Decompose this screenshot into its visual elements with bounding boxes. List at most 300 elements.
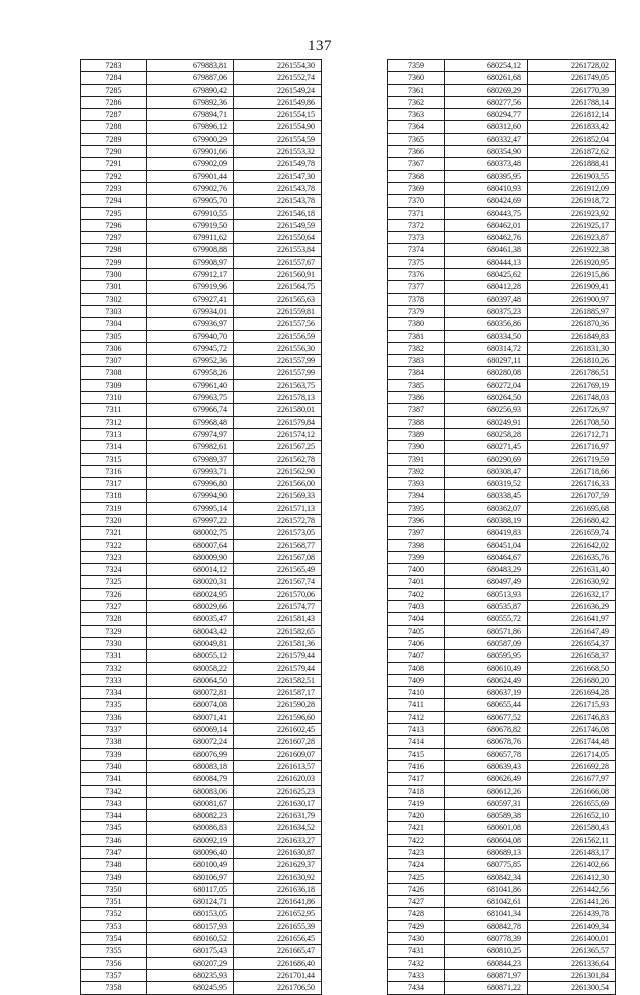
y-coordinate-cell: 680043,42 [147,625,234,637]
table-row [388,945,616,957]
y-coordinate-cell: 680106,97 [147,871,234,883]
y-coordinate-cell: 680483,29 [445,564,528,576]
x-coordinate-cell: 2261549,59 [234,219,322,231]
point-number-cell: 7296 [81,219,147,231]
point-number-cell: 7308 [81,367,147,379]
x-coordinate-cell: 2261786,51 [528,367,616,379]
x-coordinate-cell: 2261923,92 [528,207,616,219]
table-row [388,404,616,416]
point-number-cell: 7428 [388,908,445,920]
y-coordinate-cell: 679905,70 [147,195,234,207]
point-number-cell: 7316 [81,465,147,477]
x-coordinate-cell: 2261659,74 [528,527,616,539]
point-number-cell: 7397 [388,527,445,539]
x-coordinate-cell: 2261409,34 [528,920,616,932]
table-row [81,219,322,231]
point-number-cell: 7382 [388,342,445,354]
y-coordinate-cell: 680264,50 [445,392,528,404]
table-row [81,576,322,588]
y-coordinate-cell: 679996,80 [147,478,234,490]
point-number-cell: 7283 [81,60,147,72]
y-coordinate-cell: 680444,13 [445,256,528,268]
table-row [388,416,616,428]
x-coordinate-cell: 2261483,17 [528,847,616,859]
y-coordinate-cell: 680076,99 [147,748,234,760]
x-coordinate-cell: 2261554,30 [234,60,322,72]
y-coordinate-cell: 679958,26 [147,367,234,379]
x-coordinate-cell: 2261630,87 [234,847,322,859]
x-coordinate-cell: 2261630,92 [234,871,322,883]
x-coordinate-cell: 2261677,97 [528,773,616,785]
x-coordinate-cell: 2261300,54 [528,982,616,994]
x-coordinate-cell: 2261557,67 [234,256,322,268]
point-number-cell: 7321 [81,527,147,539]
y-coordinate-cell: 680410,93 [445,182,528,194]
table-row [388,982,616,994]
table-row [81,527,322,539]
x-coordinate-cell: 2261912,09 [528,182,616,194]
point-number-cell: 7413 [388,724,445,736]
table-row [81,847,322,859]
point-number-cell: 7409 [388,674,445,686]
table-row [388,478,616,490]
table-row [81,318,322,330]
point-number-cell: 7389 [388,428,445,440]
y-coordinate-cell: 679911,62 [147,232,234,244]
x-coordinate-cell: 2261596,60 [234,711,322,723]
x-coordinate-cell: 2261553,84 [234,244,322,256]
x-coordinate-cell: 2261579,44 [234,662,322,674]
table-row [81,465,322,477]
table-row [388,318,616,330]
table-row [81,883,322,895]
x-coordinate-cell: 2261849,83 [528,330,616,342]
y-coordinate-cell: 680689,13 [445,847,528,859]
x-coordinate-cell: 2261365,57 [528,945,616,957]
x-coordinate-cell: 2261549,78 [234,158,322,170]
y-coordinate-cell: 680009,90 [147,551,234,563]
point-number-cell: 7417 [388,773,445,785]
point-number-cell: 7349 [81,871,147,883]
point-number-cell: 7331 [81,650,147,662]
table-row [81,305,322,317]
table-row [81,244,322,256]
point-number-cell: 7400 [388,564,445,576]
table-row [388,748,616,760]
x-coordinate-cell: 2261746,83 [528,711,616,723]
table-row [81,662,322,674]
y-coordinate-cell: 680678,76 [445,736,528,748]
point-number-cell: 7373 [388,232,445,244]
y-coordinate-cell: 679919,50 [147,219,234,231]
point-number-cell: 7378 [388,293,445,305]
point-number-cell: 7317 [81,478,147,490]
table-row [81,551,322,563]
x-coordinate-cell: 2261581,43 [234,613,322,625]
x-coordinate-cell: 2261582,65 [234,625,322,637]
x-coordinate-cell: 2261565,63 [234,293,322,305]
y-coordinate-cell: 680290,69 [445,453,528,465]
coordinates-table-right [387,59,616,995]
point-number-cell: 7362 [388,96,445,108]
table-row [388,810,616,822]
y-coordinate-cell: 679994,90 [147,490,234,502]
x-coordinate-cell: 2261564,75 [234,281,322,293]
y-coordinate-cell: 680419,83 [445,527,528,539]
y-coordinate-cell: 680254,12 [445,60,528,72]
y-coordinate-cell: 680020,31 [147,576,234,588]
table-row [81,810,322,822]
y-coordinate-cell: 680637,19 [445,687,528,699]
point-number-cell: 7426 [388,883,445,895]
x-coordinate-cell: 2261769,19 [528,379,616,391]
x-coordinate-cell: 2261658,37 [528,650,616,662]
y-coordinate-cell: 680871,97 [445,969,528,981]
table-row [388,269,616,281]
table-row [388,96,616,108]
point-number-cell: 7354 [81,933,147,945]
x-coordinate-cell: 2261920,95 [528,256,616,268]
table-row [388,392,616,404]
table-row [81,256,322,268]
point-number-cell: 7370 [388,195,445,207]
point-number-cell: 7423 [388,847,445,859]
point-number-cell: 7406 [388,637,445,649]
x-coordinate-cell: 2261852,04 [528,133,616,145]
point-number-cell: 7427 [388,896,445,908]
y-coordinate-cell: 680535,87 [445,601,528,613]
point-number-cell: 7313 [81,428,147,440]
point-number-cell: 7312 [81,416,147,428]
point-number-cell: 7357 [81,969,147,981]
y-coordinate-cell: 681042,61 [445,896,528,908]
x-coordinate-cell: 2261590,28 [234,699,322,711]
y-coordinate-cell: 680595,95 [445,650,528,662]
point-number-cell: 7419 [388,797,445,809]
y-coordinate-cell: 679892,36 [147,96,234,108]
x-coordinate-cell: 2261656,45 [234,933,322,945]
point-number-cell: 7306 [81,342,147,354]
x-coordinate-cell: 2261726,97 [528,404,616,416]
x-coordinate-cell: 2261903,55 [528,170,616,182]
point-number-cell: 7414 [388,736,445,748]
table-row [388,244,616,256]
table-row [81,367,322,379]
point-number-cell: 7372 [388,219,445,231]
table-row [388,760,616,772]
y-coordinate-cell: 680014,12 [147,564,234,576]
y-coordinate-cell: 680071,41 [147,711,234,723]
y-coordinate-cell: 680655,44 [445,699,528,711]
table-row [388,514,616,526]
y-coordinate-cell: 680356,86 [445,318,528,330]
y-coordinate-cell: 680871,22 [445,982,528,994]
y-coordinate-cell: 679940,70 [147,330,234,342]
y-coordinate-cell: 680610,49 [445,662,528,674]
x-coordinate-cell: 2261707,59 [528,490,616,502]
point-number-cell: 7420 [388,810,445,822]
table-row [81,625,322,637]
y-coordinate-cell: 679997,22 [147,514,234,526]
x-coordinate-cell: 2261549,86 [234,96,322,108]
point-number-cell: 7310 [81,392,147,404]
x-coordinate-cell: 2261694,28 [528,687,616,699]
x-coordinate-cell: 2261543,78 [234,195,322,207]
table-row [388,896,616,908]
y-coordinate-cell: 680007,64 [147,539,234,551]
point-number-cell: 7293 [81,182,147,194]
point-number-cell: 7381 [388,330,445,342]
x-coordinate-cell: 2261630,17 [234,797,322,809]
x-coordinate-cell: 2261560,91 [234,269,322,281]
x-coordinate-cell: 2261634,52 [234,822,322,834]
point-number-cell: 7374 [388,244,445,256]
y-coordinate-cell: 679912,17 [147,269,234,281]
point-number-cell: 7320 [81,514,147,526]
point-number-cell: 7288 [81,121,147,133]
table-row [81,416,322,428]
x-coordinate-cell: 2261712,71 [528,428,616,440]
table-row [388,773,616,785]
y-coordinate-cell: 679995,14 [147,502,234,514]
point-number-cell: 7294 [81,195,147,207]
table-row [388,883,616,895]
point-number-cell: 7299 [81,256,147,268]
x-coordinate-cell: 2261557,99 [234,355,322,367]
y-coordinate-cell: 679982,61 [147,441,234,453]
point-number-cell: 7429 [388,920,445,932]
x-coordinate-cell: 2261719,59 [528,453,616,465]
table-row [388,441,616,453]
y-coordinate-cell: 679966,74 [147,404,234,416]
table-row [388,551,616,563]
y-coordinate-cell: 680362,07 [445,502,528,514]
table-row [81,711,322,723]
y-coordinate-cell: 680083,06 [147,785,234,797]
x-coordinate-cell: 2261915,86 [528,269,616,281]
x-coordinate-cell: 2261718,66 [528,465,616,477]
x-coordinate-cell: 2261571,13 [234,502,322,514]
x-coordinate-cell: 2261567,74 [234,576,322,588]
point-number-cell: 7343 [81,797,147,809]
point-number-cell: 7284 [81,72,147,84]
point-number-cell: 7348 [81,859,147,871]
point-number-cell: 7341 [81,773,147,785]
point-number-cell: 7325 [81,576,147,588]
y-coordinate-cell: 680256,93 [445,404,528,416]
table-row [81,490,322,502]
point-number-cell: 7393 [388,478,445,490]
point-number-cell: 7350 [81,883,147,895]
x-coordinate-cell: 2261631,79 [234,810,322,822]
table-row [388,133,616,145]
x-coordinate-cell: 2261770,39 [528,84,616,96]
table-row [388,170,616,182]
x-coordinate-cell: 2261574,12 [234,428,322,440]
y-coordinate-cell: 679974,97 [147,428,234,440]
point-number-cell: 7392 [388,465,445,477]
y-coordinate-cell: 680461,38 [445,244,528,256]
table-row [388,564,616,576]
x-coordinate-cell: 2261578,13 [234,392,322,404]
table-row [81,428,322,440]
x-coordinate-cell: 2261568,77 [234,539,322,551]
y-coordinate-cell: 680677,52 [445,711,528,723]
point-number-cell: 7285 [81,84,147,96]
point-number-cell: 7324 [81,564,147,576]
table-row [81,379,322,391]
coordinates-table-right-body [388,60,616,995]
x-coordinate-cell: 2261695,68 [528,502,616,514]
table-row [388,797,616,809]
table-row [388,539,616,551]
x-coordinate-cell: 2261788,14 [528,96,616,108]
point-number-cell: 7384 [388,367,445,379]
table-row [388,60,616,72]
y-coordinate-cell: 680271,45 [445,441,528,453]
table-row [81,613,322,625]
point-number-cell: 7347 [81,847,147,859]
x-coordinate-cell: 2261620,03 [234,773,322,785]
x-coordinate-cell: 2261888,41 [528,158,616,170]
point-number-cell: 7337 [81,724,147,736]
y-coordinate-cell: 679900,29 [147,133,234,145]
y-coordinate-cell: 680029,66 [147,601,234,613]
x-coordinate-cell: 2261668,50 [528,662,616,674]
y-coordinate-cell: 680657,78 [445,748,528,760]
x-coordinate-cell: 2261665,47 [234,945,322,957]
y-coordinate-cell: 679934,01 [147,305,234,317]
table-row [388,146,616,158]
point-number-cell: 7298 [81,244,147,256]
y-coordinate-cell: 680604,08 [445,834,528,846]
table-row [81,355,322,367]
x-coordinate-cell: 2261641,86 [234,896,322,908]
point-number-cell: 7380 [388,318,445,330]
table-row [388,625,616,637]
y-coordinate-cell: 680100,49 [147,859,234,871]
table-row [81,330,322,342]
y-coordinate-cell: 680277,56 [445,96,528,108]
table-row [388,232,616,244]
table-row [388,576,616,588]
x-coordinate-cell: 2261630,92 [528,576,616,588]
point-number-cell: 7327 [81,601,147,613]
page-number: 137 [308,38,332,54]
table-row [81,158,322,170]
y-coordinate-cell: 679993,71 [147,465,234,477]
table-row [388,711,616,723]
point-number-cell: 7344 [81,810,147,822]
table-row [81,797,322,809]
x-coordinate-cell: 2261609,07 [234,748,322,760]
x-coordinate-cell: 2261562,90 [234,465,322,477]
y-coordinate-cell: 680074,08 [147,699,234,711]
table-row [81,859,322,871]
coordinates-table-left-body [81,60,322,995]
table-row [81,687,322,699]
x-coordinate-cell: 2261400,01 [528,933,616,945]
y-coordinate-cell: 680395,95 [445,170,528,182]
x-coordinate-cell: 2261569,33 [234,490,322,502]
table-row [81,502,322,514]
point-number-cell: 7300 [81,269,147,281]
y-coordinate-cell: 680081,67 [147,797,234,809]
x-coordinate-cell: 2261641,97 [528,613,616,625]
point-number-cell: 7352 [81,908,147,920]
point-number-cell: 7322 [81,539,147,551]
x-coordinate-cell: 2261563,75 [234,379,322,391]
y-coordinate-cell: 679989,37 [147,453,234,465]
point-number-cell: 7386 [388,392,445,404]
x-coordinate-cell: 2261546,18 [234,207,322,219]
x-coordinate-cell: 2261580,01 [234,404,322,416]
x-coordinate-cell: 2261554,90 [234,121,322,133]
table-row [81,785,322,797]
y-coordinate-cell: 680462,76 [445,232,528,244]
x-coordinate-cell: 2261543,78 [234,182,322,194]
y-coordinate-cell: 680451,04 [445,539,528,551]
x-coordinate-cell: 2261574,77 [234,601,322,613]
x-coordinate-cell: 2261870,36 [528,318,616,330]
table-row [81,969,322,981]
point-number-cell: 7416 [388,760,445,772]
point-number-cell: 7366 [388,146,445,158]
table-row [81,601,322,613]
point-number-cell: 7291 [81,158,147,170]
table-row [388,650,616,662]
point-number-cell: 7295 [81,207,147,219]
y-coordinate-cell: 679896,12 [147,121,234,133]
y-coordinate-cell: 679963,75 [147,392,234,404]
x-coordinate-cell: 2261567,25 [234,441,322,453]
x-coordinate-cell: 2261885,97 [528,305,616,317]
table-row [388,72,616,84]
x-coordinate-cell: 2261686,40 [234,957,322,969]
table-row [81,773,322,785]
y-coordinate-cell: 680844,23 [445,957,528,969]
x-coordinate-cell: 2261925,17 [528,219,616,231]
x-coordinate-cell: 2261716,33 [528,478,616,490]
x-coordinate-cell: 2261553,32 [234,146,322,158]
y-coordinate-cell: 679901,66 [147,146,234,158]
y-coordinate-cell: 680124,71 [147,896,234,908]
y-coordinate-cell: 680069,14 [147,724,234,736]
x-coordinate-cell: 2261442,56 [528,883,616,895]
x-coordinate-cell: 2261581,36 [234,637,322,649]
point-number-cell: 7395 [388,502,445,514]
table-row [388,908,616,920]
x-coordinate-cell: 2261572,78 [234,514,322,526]
y-coordinate-cell: 680555,72 [445,613,528,625]
table-row [81,760,322,772]
coordinates-table-left [80,59,322,995]
table-row [81,232,322,244]
x-coordinate-cell: 2261301,84 [528,969,616,981]
table-row [81,72,322,84]
point-number-cell: 7365 [388,133,445,145]
table-row [81,441,322,453]
table-row [388,920,616,932]
table-row [388,182,616,194]
point-number-cell: 7318 [81,490,147,502]
point-number-cell: 7342 [81,785,147,797]
x-coordinate-cell: 2261714,05 [528,748,616,760]
x-coordinate-cell: 2261565,49 [234,564,322,576]
y-coordinate-cell: 680842,78 [445,920,528,932]
point-number-cell: 7376 [388,269,445,281]
y-coordinate-cell: 680775,85 [445,859,528,871]
